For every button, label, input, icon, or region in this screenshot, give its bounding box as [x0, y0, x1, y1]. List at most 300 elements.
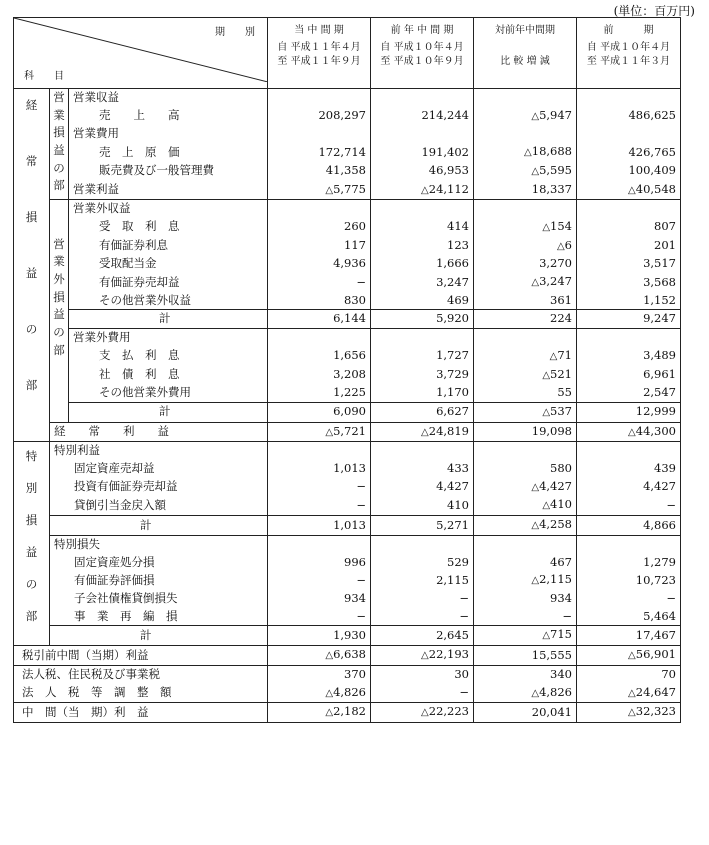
col2-title: 前 年 中 間 期 [390, 25, 454, 36]
negative-marker: △ [531, 110, 540, 122]
value-cell [371, 571, 474, 590]
value-cell [371, 255, 474, 273]
value-text: 4,427 [643, 479, 676, 494]
side-label-ordinary [14, 89, 50, 442]
side-char: 損 [53, 289, 65, 304]
value-cell [371, 402, 474, 422]
row-label: その他営業外収益 [69, 292, 268, 310]
value-text: 6,627 [436, 404, 469, 419]
value-cell [577, 442, 681, 460]
value-cell [577, 89, 681, 107]
value-text: − [356, 479, 366, 494]
value-text: 521 [550, 366, 572, 381]
value-cell [371, 329, 474, 347]
value-text: 19,098 [531, 424, 572, 439]
value-cell [268, 162, 371, 181]
negative-marker: △ [421, 650, 429, 662]
value-cell [577, 237, 681, 256]
value-text: 18,688 [531, 144, 572, 159]
value-cell [474, 590, 577, 608]
side-char: 営 [53, 236, 65, 251]
value-text: 55 [557, 385, 572, 400]
value-text: 20,041 [531, 704, 572, 719]
value-cell [474, 571, 577, 590]
table-row [14, 626, 681, 646]
value-cell [474, 347, 577, 366]
value-text: 2,115 [539, 572, 572, 587]
value-cell [474, 554, 577, 572]
value-cell [577, 703, 681, 723]
value-cell [577, 535, 681, 553]
value-text: − [459, 590, 469, 605]
value-text: 24,112 [428, 181, 469, 196]
value-cell [577, 608, 681, 626]
value-cell [474, 218, 577, 237]
row-label: 固定資産売却益 [50, 460, 268, 478]
item-label: 科 目 [24, 71, 64, 82]
value-cell [268, 181, 371, 200]
value-cell [268, 200, 371, 218]
row-label: 受 取 利 息 [69, 218, 268, 237]
value-text: 486,625 [628, 108, 676, 123]
negative-marker: △ [421, 707, 429, 719]
value-text: − [356, 274, 366, 289]
value-text: 6,638 [333, 647, 366, 662]
value-text: − [666, 590, 676, 605]
value-cell [268, 646, 371, 666]
value-cell [577, 329, 681, 347]
value-text: 32,323 [635, 704, 676, 719]
value-cell [268, 478, 371, 497]
negative-marker: △ [325, 687, 334, 699]
value-text: 18,337 [531, 182, 572, 197]
spacer [50, 218, 68, 236]
value-text: 467 [550, 554, 572, 569]
value-cell [577, 366, 681, 385]
negative-marker: △ [325, 650, 334, 662]
value-text: 208,297 [318, 108, 366, 123]
table-row [14, 218, 681, 237]
value-cell [371, 200, 474, 218]
value-cell [474, 292, 577, 310]
value-cell [371, 237, 474, 256]
value-text: 3,568 [643, 274, 676, 289]
value-cell [268, 347, 371, 366]
value-cell [268, 535, 371, 553]
value-text: 410 [550, 497, 572, 512]
side-char: 損 [25, 512, 38, 527]
value-text: 1,279 [643, 554, 676, 569]
negative-marker: △ [531, 687, 540, 699]
row-label: 社 債 利 息 [69, 366, 268, 385]
side-char: の [25, 576, 38, 591]
value-cell [577, 181, 681, 200]
value-cell [268, 590, 371, 608]
value-text: 3,270 [539, 256, 572, 271]
negative-marker: △ [542, 406, 551, 418]
value-cell [268, 255, 371, 273]
value-text: − [562, 608, 572, 623]
value-cell [474, 684, 577, 703]
value-text: 1,727 [436, 348, 469, 363]
value-cell [268, 89, 371, 107]
value-cell [577, 646, 681, 666]
value-cell [577, 162, 681, 181]
table-row [14, 665, 681, 683]
side-char: 特 [25, 448, 38, 463]
row-label: 税引前中間（当期）利益 [14, 646, 268, 666]
row-label: 販売費及び一般管理費 [69, 162, 268, 181]
period-label: 期 別 [215, 27, 255, 38]
value-text: 5,595 [539, 162, 572, 177]
value-cell [474, 237, 577, 256]
value-cell [268, 608, 371, 626]
value-text: 6,144 [333, 311, 366, 326]
row-label: 営業外収益 [69, 200, 268, 218]
row-label: 中 間（当 期）利 益 [14, 703, 268, 723]
side-char: 部 [25, 378, 38, 393]
row-label: 計 [50, 516, 268, 536]
value-text: 117 [344, 238, 366, 253]
row-label: 事 業 再 編 損 [50, 608, 268, 626]
value-cell [268, 496, 371, 515]
side-char: 業 [53, 254, 65, 269]
value-cell [371, 273, 474, 292]
value-cell [474, 125, 577, 143]
value-cell [371, 366, 474, 385]
negative-marker: △ [421, 426, 429, 438]
row-label: 売 上 原 価 [69, 143, 268, 162]
table-row [14, 329, 681, 347]
value-cell [371, 218, 474, 237]
value-text: 4,826 [333, 684, 366, 699]
side-char: の [53, 160, 65, 175]
row-label: 投資有価証券売却益 [50, 478, 268, 497]
value-text: 41,358 [325, 163, 366, 178]
value-text: 1,013 [333, 517, 366, 532]
row-label: 計 [50, 626, 268, 646]
value-text: 12,999 [635, 404, 676, 419]
value-cell [577, 125, 681, 143]
value-text: 3,517 [643, 256, 676, 271]
value-cell [577, 665, 681, 683]
value-text: 2,115 [436, 572, 469, 587]
side-char: 業 [53, 107, 65, 122]
col3-title: 対前年中間期 [495, 25, 555, 36]
value-cell [474, 200, 577, 218]
value-text: 361 [550, 292, 572, 307]
value-text: 40,548 [635, 181, 676, 196]
table-row [14, 255, 681, 273]
negative-marker: △ [325, 184, 334, 196]
value-cell [577, 218, 681, 237]
value-cell [474, 496, 577, 515]
value-text: 1,656 [333, 348, 366, 363]
negative-marker: △ [628, 687, 636, 699]
table-row [14, 366, 681, 385]
col4-from: 自 平成１０年４月 [586, 42, 671, 53]
value-text: 469 [447, 292, 469, 307]
value-text: 934 [344, 590, 366, 605]
value-text: 1,666 [436, 256, 469, 271]
table-row [14, 703, 681, 723]
row-label: 営業外費用 [69, 329, 268, 347]
value-text: 4,826 [539, 684, 572, 699]
row-label: 営業収益 [69, 89, 268, 107]
table-row [14, 89, 681, 107]
value-text: 1,152 [643, 292, 676, 307]
header-change [474, 18, 577, 89]
value-cell [371, 442, 474, 460]
value-text: 6 [564, 237, 572, 252]
side-char: 営 [53, 90, 65, 104]
value-text: 5,721 [333, 423, 366, 438]
value-text: 370 [344, 666, 366, 681]
col2-to: 至 平成１０年９月 [380, 56, 464, 67]
value-text: 3,247 [436, 274, 469, 289]
value-text: 154 [550, 218, 572, 233]
negative-marker: △ [542, 500, 551, 512]
row-label: 貸倒引当金戻入額 [50, 496, 268, 515]
value-cell [577, 460, 681, 478]
value-cell [474, 366, 577, 385]
col2-from: 自 平成１０年４月 [380, 42, 464, 53]
negative-marker: △ [325, 426, 334, 438]
value-cell [577, 143, 681, 162]
side-label-operating [50, 89, 69, 200]
value-cell [474, 626, 577, 646]
value-text: 580 [550, 461, 572, 476]
row-label: 営業利益 [69, 181, 268, 200]
table-row [14, 310, 681, 329]
table-row [14, 181, 681, 200]
value-cell [371, 460, 474, 478]
value-cell [577, 590, 681, 608]
value-cell [474, 478, 577, 497]
table-row [14, 273, 681, 292]
value-cell [474, 422, 577, 442]
value-text: 6,961 [643, 367, 676, 382]
value-cell [474, 181, 577, 200]
value-cell [577, 255, 681, 273]
value-text: 22,193 [428, 647, 469, 662]
row-label: 特別損失 [50, 535, 268, 553]
value-cell [268, 684, 371, 703]
table-row [14, 571, 681, 590]
value-text: 100,409 [628, 163, 676, 178]
value-cell [577, 684, 681, 703]
value-cell [371, 384, 474, 402]
value-text: 24,647 [635, 684, 676, 699]
side-label-non-operating [50, 200, 69, 422]
negative-marker: △ [524, 147, 532, 159]
value-cell [474, 107, 577, 126]
value-cell [577, 478, 681, 497]
side-char: 部 [53, 342, 65, 357]
side-char: 益 [25, 266, 38, 281]
value-cell [371, 125, 474, 143]
value-cell [577, 273, 681, 292]
col1-title: 当 中 間 期 [294, 25, 344, 36]
value-cell [577, 516, 681, 536]
negative-marker: △ [531, 481, 540, 493]
value-cell [268, 366, 371, 385]
table-row [14, 237, 681, 256]
value-text: 9,247 [643, 311, 676, 326]
value-text: − [356, 608, 366, 623]
table-row [14, 516, 681, 536]
table-row [14, 608, 681, 626]
negative-marker: △ [628, 184, 636, 196]
row-label: その他営業外費用 [69, 384, 268, 402]
value-text: 5,271 [436, 517, 469, 532]
negative-marker: △ [531, 165, 540, 177]
value-text: 830 [344, 292, 366, 307]
col3-sub: 比 較 増 減 [500, 56, 550, 67]
table-row [14, 125, 681, 143]
value-cell [371, 626, 474, 646]
value-text: 71 [557, 347, 572, 362]
header-row [14, 18, 681, 89]
negative-marker: △ [549, 350, 558, 362]
value-text: 715 [550, 627, 572, 642]
value-cell [371, 347, 474, 366]
value-text: 5,464 [643, 608, 676, 623]
side-char: 益 [53, 307, 65, 322]
header-current-interim [268, 18, 371, 89]
table-row [14, 162, 681, 181]
table-row [14, 292, 681, 310]
row-label: 経 常 利 益 [50, 422, 268, 442]
value-cell [268, 237, 371, 256]
value-text: 10,723 [635, 572, 676, 587]
value-text: 123 [447, 238, 469, 253]
value-cell [268, 218, 371, 237]
value-text: 807 [654, 219, 676, 234]
header-corner [14, 18, 268, 89]
value-text: 2,182 [333, 704, 366, 719]
unit-label: (単位：百万円) [613, 4, 695, 18]
value-text: 46,953 [428, 163, 469, 178]
value-cell [268, 442, 371, 460]
value-cell [268, 571, 371, 590]
value-text: 1,013 [333, 461, 366, 476]
table-row [14, 590, 681, 608]
value-cell [371, 516, 474, 536]
value-text: 24,819 [428, 423, 469, 438]
value-cell [268, 329, 371, 347]
col1-to: 至 平成１１年９月 [277, 56, 361, 67]
value-cell [371, 684, 474, 703]
value-text: 191,402 [421, 144, 469, 159]
value-text: 6,090 [333, 404, 366, 419]
value-cell [474, 442, 577, 460]
row-label: 営業費用 [69, 125, 268, 143]
table-row [14, 478, 681, 497]
value-text: 172,714 [318, 144, 366, 159]
table-row [14, 200, 681, 218]
negative-marker: △ [556, 240, 565, 252]
value-text: 70 [661, 666, 676, 681]
value-cell [268, 143, 371, 162]
negative-marker: △ [325, 707, 334, 719]
value-text: 529 [447, 554, 469, 569]
table-row [14, 143, 681, 162]
value-text: 44,300 [635, 423, 676, 438]
table-row [14, 535, 681, 553]
value-text: 996 [344, 554, 366, 569]
value-cell [371, 608, 474, 626]
value-cell [268, 273, 371, 292]
value-cell [371, 703, 474, 723]
negative-marker: △ [531, 520, 540, 532]
value-text: − [459, 608, 469, 623]
col4-to: 至 平成１１年３月 [586, 56, 671, 67]
side-char: の [25, 322, 38, 337]
side-char: 部 [25, 608, 38, 623]
value-text: 537 [550, 403, 572, 418]
side-char: 別 [25, 480, 38, 495]
negative-marker: △ [421, 184, 429, 196]
value-text: 5,947 [539, 107, 572, 122]
value-text: 3,208 [333, 367, 366, 382]
value-cell [474, 329, 577, 347]
side-char: 部 [53, 178, 65, 193]
side-char: 経 [25, 98, 38, 113]
value-text: 214,244 [421, 108, 469, 123]
value-cell [268, 384, 371, 402]
value-cell [371, 554, 474, 572]
table-row [14, 460, 681, 478]
table-row [14, 402, 681, 422]
value-text: 17,467 [635, 627, 676, 642]
value-cell [371, 181, 474, 200]
value-cell [474, 402, 577, 422]
value-cell [371, 89, 474, 107]
value-cell [577, 402, 681, 422]
value-text: 410 [447, 497, 469, 512]
value-text: 56,901 [635, 647, 676, 662]
value-text: 224 [550, 311, 572, 326]
value-cell [577, 571, 681, 590]
table-row [14, 684, 681, 703]
value-cell [577, 422, 681, 442]
value-cell [577, 347, 681, 366]
value-text: 1,930 [333, 627, 366, 642]
value-cell [371, 590, 474, 608]
value-cell [577, 292, 681, 310]
header-prior-year [577, 18, 681, 89]
value-text: 5,775 [333, 181, 366, 196]
row-label: 有価証券利息 [69, 237, 268, 256]
value-cell [371, 422, 474, 442]
value-text: 1,225 [333, 385, 366, 400]
value-text: 201 [654, 238, 676, 253]
value-text: 3,489 [643, 348, 676, 363]
negative-marker: △ [531, 277, 540, 289]
value-cell [577, 554, 681, 572]
value-cell [577, 107, 681, 126]
value-cell [474, 535, 577, 553]
value-cell [577, 384, 681, 402]
negative-marker: △ [542, 369, 551, 381]
table-row [14, 347, 681, 366]
value-cell [268, 422, 371, 442]
value-cell [268, 554, 371, 572]
value-cell [268, 310, 371, 329]
value-text: 4,936 [333, 256, 366, 271]
value-cell [371, 665, 474, 683]
